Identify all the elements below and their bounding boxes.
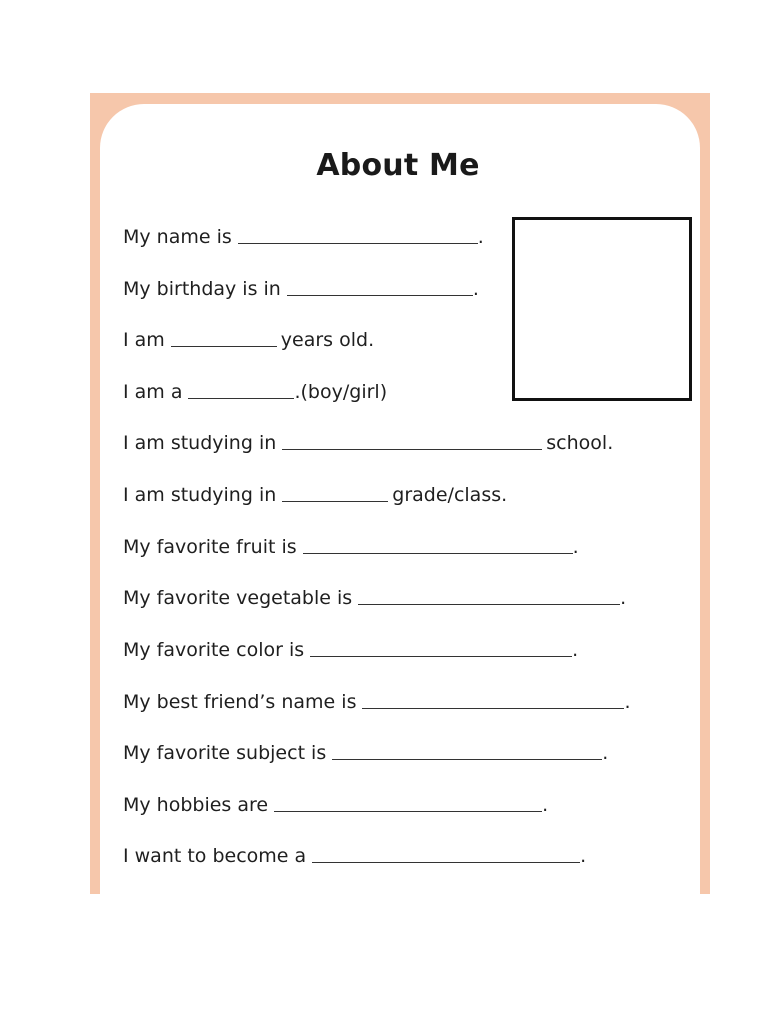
answer-blank[interactable]: [303, 552, 573, 554]
sentence-suffix: .: [572, 536, 579, 558]
sentence-suffix: .: [624, 691, 631, 713]
answer-blank[interactable]: [238, 242, 478, 244]
page-bottom-margin: [0, 894, 768, 1024]
sentence-prefix: My favorite vegetable is: [123, 587, 353, 609]
sentence-prefix: My name is: [123, 226, 232, 248]
sentence-line: [123, 738, 608, 764]
sentence-line: [123, 377, 387, 403]
sentence-line: [123, 687, 631, 713]
answer-blank[interactable]: [310, 655, 572, 657]
answer-blank[interactable]: [282, 500, 388, 502]
sentence-suffix: grade/class.: [392, 484, 508, 506]
sentence-prefix: My favorite fruit is: [123, 536, 297, 558]
sentence-line: [123, 325, 374, 351]
sentence-line: [123, 428, 613, 454]
sentence-suffix: .: [472, 278, 479, 300]
sentence-prefix: I am: [123, 329, 165, 351]
sentence-suffix: .: [572, 639, 579, 661]
sentence-line: [123, 532, 579, 558]
photo-box[interactable]: [512, 217, 692, 401]
sentence-prefix: I am studying in: [123, 432, 277, 454]
sentence-prefix: My favorite subject is: [123, 742, 327, 764]
sentence-prefix: My hobbies are: [123, 794, 269, 816]
sentence-suffix: .: [620, 587, 627, 609]
sentence-line: [123, 222, 484, 248]
answer-blank[interactable]: [332, 758, 602, 760]
sentence-line: [123, 583, 626, 609]
answer-blank[interactable]: [312, 861, 580, 863]
answer-blank[interactable]: [274, 810, 542, 812]
answer-blank[interactable]: [358, 603, 620, 605]
page-title: About Me: [316, 148, 480, 183]
sentence-prefix: I am a: [123, 381, 183, 403]
sentence-line: [123, 790, 548, 816]
answer-blank[interactable]: [362, 707, 624, 709]
sentence-line: [123, 274, 479, 300]
sentence-suffix: .: [477, 226, 484, 248]
answer-blank[interactable]: [171, 345, 277, 347]
sentence-line: [123, 635, 578, 661]
sentence-prefix: My favorite color is: [123, 639, 305, 661]
sentence-suffix: .(boy/girl): [294, 381, 388, 403]
sentence-suffix: years old.: [280, 329, 375, 351]
sentence-line: [123, 480, 507, 506]
sentence-line: [123, 841, 586, 867]
sentence-suffix: .: [580, 845, 587, 867]
answer-blank[interactable]: [287, 294, 473, 296]
sentence-prefix: My birthday is in: [123, 278, 281, 300]
sentence-prefix: I want to become a: [123, 845, 307, 867]
sentence-prefix: My best friend’s name is: [123, 691, 357, 713]
sentence-prefix: I am studying in: [123, 484, 277, 506]
answer-blank[interactable]: [282, 448, 542, 450]
sentence-suffix: school.: [546, 432, 614, 454]
sentence-suffix: .: [602, 742, 609, 764]
sentence-suffix: .: [542, 794, 549, 816]
answer-blank[interactable]: [188, 397, 294, 399]
